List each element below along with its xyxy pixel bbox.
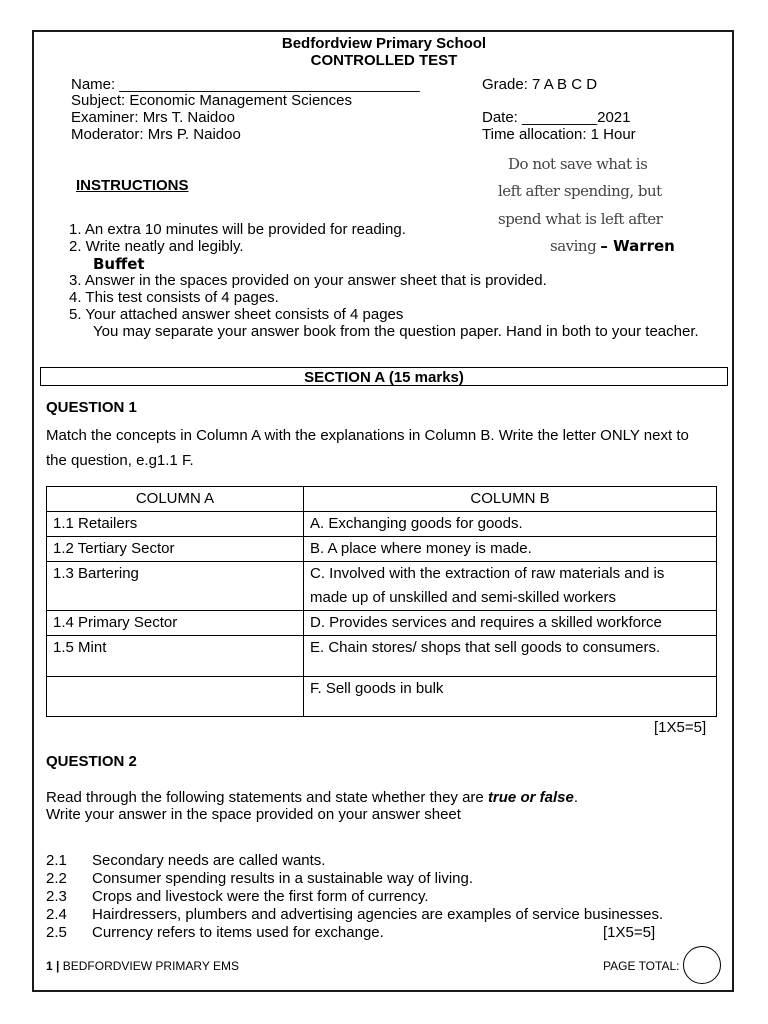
examiner-field: Examiner: Mrs T. Naidoo: [71, 109, 235, 126]
statement-text: Currency refers to items used for exchange.: [92, 924, 384, 941]
quote-line-4: [550, 238, 675, 255]
column-a-cell: 1.4 Primary Sector: [47, 611, 304, 636]
page-total-circle: [683, 946, 721, 984]
quote-author-last: Buffet: [93, 255, 145, 273]
question-1-intro-2: the question, e.g1.1 F.: [46, 452, 194, 469]
footer-label: BEDFORDVIEW PRIMARY EMS: [62, 959, 239, 973]
table-header-row: [47, 487, 717, 512]
quote-line-1: Do not save what is: [508, 155, 648, 173]
grade-field: Grade: 7 A B C D: [482, 76, 598, 93]
column-a-cell: [47, 677, 304, 717]
quote-author-first: – Warren: [600, 237, 675, 255]
question-2-heading: QUESTION 2: [46, 753, 137, 770]
instruction-extra: You may separate your answer book from the question paper. Hand in both to your teacher.: [93, 323, 699, 340]
test-title: CONTROLLED TEST: [310, 52, 458, 69]
question-2-intro: [46, 789, 578, 806]
question-2-intro-2: Write your answer in the space provided on your answer sheet: [46, 806, 461, 823]
statement-number: 2.5: [46, 924, 67, 941]
footer: [46, 958, 239, 975]
statement-text: Hairdressers, plumbers and advertising agencies are examples of service businesses.: [92, 906, 664, 923]
quote-line-3: spend what is left after: [498, 210, 663, 228]
column-b-line: C. Involved with the extraction of raw materials and is: [310, 565, 665, 582]
column-b-cell: E. Chain stores/ shops that sell goods to consumers.: [304, 636, 717, 677]
time-allocation-field: Time allocation: 1 Hour: [482, 126, 636, 143]
name-field: Name: ____________________________________: [71, 76, 420, 93]
instruction-item: 4. This test consists of 4 pages.: [69, 289, 279, 306]
statement-number: 2.4: [46, 906, 67, 923]
match-table: [46, 486, 717, 717]
column-b-cell: D. Provides services and requires a skilled workforce: [304, 611, 717, 636]
table-row: [47, 537, 717, 562]
statement-text: Consumer spending results in a sustainable way of living.: [92, 870, 474, 887]
instruction-item: 1. An extra 10 minutes will be provided for reading.: [69, 221, 406, 238]
question-1-intro: Match the concepts in Column A with the explanations in Column B. Write the letter ONLY next to: [46, 427, 689, 444]
column-b-line: made up of unskilled and semi-skilled workers: [310, 589, 616, 606]
page-number: 1: [46, 959, 53, 973]
instruction-item: 5. Your attached answer sheet consists of 4 pages: [69, 306, 404, 323]
question-1-marks: [1X5=5]: [654, 719, 707, 736]
question-2-intro-text: Read through the following statements and state whether they are: [46, 789, 488, 806]
column-a-cell: 1.5 Mint: [47, 636, 304, 677]
statement-text: Crops and livestock were the first form of currency.: [92, 888, 429, 905]
column-a-cell: 1.2 Tertiary Sector: [47, 537, 304, 562]
quote-saving: saving: [550, 237, 597, 255]
column-a-cell: 1.3 Bartering: [47, 562, 304, 611]
column-b-cell: [304, 562, 717, 611]
footer-separator-icon: |: [56, 959, 60, 973]
page-total-label: PAGE TOTAL:: [603, 959, 680, 973]
table-row: [47, 636, 717, 677]
question-1-heading: QUESTION 1: [46, 399, 137, 416]
column-a-header: COLUMN A: [47, 487, 304, 512]
quote-line-2: left after spending, but: [498, 182, 662, 200]
column-b-cell: B. A place where money is made.: [304, 537, 717, 562]
table-row: [47, 512, 717, 537]
statement-number: 2.2: [46, 870, 67, 887]
table-row: [47, 562, 717, 611]
school-name: Bedfordview Primary School: [281, 35, 487, 52]
section-a-title: SECTION A (15 marks): [304, 369, 464, 386]
table-row: [47, 611, 717, 636]
moderator-field: Moderator: Mrs P. Naidoo: [71, 126, 241, 143]
question-2-marks: [1X5=5]: [603, 924, 656, 941]
table-row: [47, 677, 717, 717]
question-2-intro-end: .: [573, 789, 578, 806]
date-field: Date: _________2021: [482, 109, 631, 126]
column-b-cell: A. Exchanging goods for goods.: [304, 512, 717, 537]
instruction-item: 3. Answer in the spaces provided on your answer sheet that is provided.: [69, 272, 547, 289]
instructions-heading: INSTRUCTIONS: [76, 177, 189, 194]
column-b-header: COLUMN B: [304, 487, 717, 512]
statement-text: Secondary needs are called wants.: [92, 852, 326, 869]
statement-number: 2.1: [46, 852, 67, 869]
instruction-item: 2. Write neatly and legibly.: [69, 238, 244, 255]
subject-field: Subject: Economic Management Sciences: [71, 92, 352, 109]
column-b-cell: F. Sell goods in bulk: [304, 677, 717, 717]
column-a-cell: 1.1 Retailers: [47, 512, 304, 537]
statement-number: 2.3: [46, 888, 67, 905]
true-or-false-emphasis: true or false: [487, 789, 574, 806]
